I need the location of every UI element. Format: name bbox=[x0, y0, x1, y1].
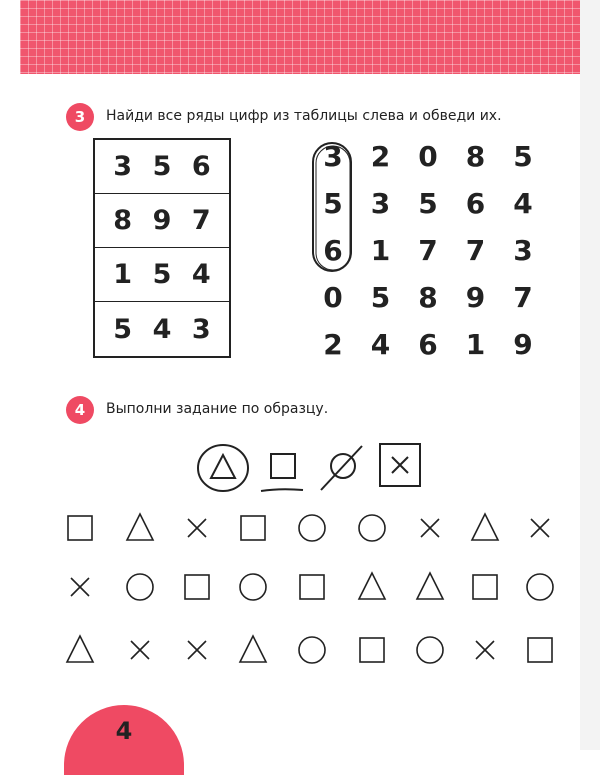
task-3-number: 3 bbox=[74, 108, 86, 126]
table-digit: 5 bbox=[152, 151, 172, 182]
cross-shape bbox=[131, 641, 149, 659]
matrix-digit: 5 bbox=[513, 140, 533, 173]
square-shape bbox=[300, 575, 324, 599]
table-digit: 1 bbox=[113, 259, 133, 290]
task-3-text: Найди все ряды цифр из таблицы слева и обведи их. bbox=[106, 108, 502, 124]
example-triangle-circled bbox=[198, 445, 248, 491]
table-digit: 8 bbox=[113, 205, 133, 236]
matrix-digit: 9 bbox=[513, 328, 533, 361]
cross-shape bbox=[531, 519, 549, 537]
matrix-digit: 6 bbox=[465, 187, 486, 220]
square-shape bbox=[528, 638, 552, 662]
circle-shape bbox=[527, 574, 553, 600]
matrix-digit: 1 bbox=[465, 328, 486, 361]
matrix-digit: 7 bbox=[465, 234, 486, 267]
table-digit: 3 bbox=[113, 151, 133, 182]
left-digit-table bbox=[93, 138, 231, 358]
square-shape bbox=[241, 516, 265, 540]
circle-shape bbox=[240, 574, 266, 600]
square-shape bbox=[473, 575, 497, 599]
matrix-row bbox=[318, 328, 538, 375]
triangle-shape bbox=[359, 573, 385, 599]
circle-shape bbox=[299, 515, 325, 541]
matrix-digit: 8 bbox=[465, 140, 486, 173]
circle-shape bbox=[417, 637, 443, 663]
task-4-text: Выполни задание по образцу. bbox=[106, 401, 329, 417]
matrix-digit: 3 bbox=[513, 234, 533, 267]
matrix-digit: 0 bbox=[323, 281, 343, 314]
task-4-number: 4 bbox=[74, 401, 86, 419]
cross-shape bbox=[71, 578, 89, 596]
matrix-digit: 6 bbox=[323, 234, 343, 267]
square-shape bbox=[360, 638, 384, 662]
table-row bbox=[95, 248, 229, 302]
table-digit: 9 bbox=[152, 205, 172, 236]
cross-shape bbox=[476, 641, 494, 659]
triangle-shape bbox=[67, 636, 93, 662]
matrix-digit: 9 bbox=[465, 281, 486, 314]
matrix-digit: 5 bbox=[418, 187, 438, 220]
triangle-shape bbox=[127, 514, 153, 540]
square-shape bbox=[185, 575, 209, 599]
matrix-digit: 2 bbox=[370, 140, 391, 173]
circle-shape bbox=[299, 637, 325, 663]
matrix-digit: 7 bbox=[513, 281, 533, 314]
matrix-digit: 4 bbox=[370, 328, 391, 361]
table-digit: 6 bbox=[191, 151, 211, 182]
example-square-underlined bbox=[261, 454, 303, 491]
matrix-digit: 6 bbox=[418, 328, 438, 361]
task-4-badge bbox=[66, 396, 94, 424]
square-shape bbox=[68, 516, 92, 540]
matrix-digit: 5 bbox=[323, 187, 343, 220]
table-digit: 5 bbox=[152, 259, 172, 290]
matrix-digit: 1 bbox=[370, 234, 391, 267]
shape-rows bbox=[0, 500, 600, 680]
table-digit: 4 bbox=[191, 259, 211, 290]
circle-shape bbox=[359, 515, 385, 541]
table-digit: 4 bbox=[152, 313, 172, 345]
triangle-shape bbox=[417, 573, 443, 599]
matrix-row bbox=[318, 281, 538, 328]
circle-shape bbox=[127, 574, 153, 600]
header-band bbox=[20, 0, 580, 74]
table-row bbox=[95, 302, 229, 356]
matrix-digit: 5 bbox=[370, 281, 391, 314]
digit-matrix bbox=[318, 140, 538, 375]
matrix-digit: 8 bbox=[418, 281, 438, 314]
matrix-row bbox=[318, 140, 538, 187]
cross-shape bbox=[188, 641, 206, 659]
matrix-row bbox=[318, 234, 538, 281]
matrix-digit: 4 bbox=[513, 187, 533, 220]
triangle-shape bbox=[240, 636, 266, 662]
matrix-digit: 2 bbox=[323, 328, 343, 361]
table-digit: 5 bbox=[113, 313, 133, 345]
example-shapes bbox=[195, 438, 425, 498]
task-3-badge bbox=[66, 103, 94, 131]
table-digit: 3 bbox=[191, 313, 211, 345]
cross-shape bbox=[188, 519, 206, 537]
matrix-digit: 7 bbox=[418, 234, 438, 267]
example-circle-crossed bbox=[321, 446, 362, 490]
table-digit: 7 bbox=[191, 205, 211, 236]
matrix-row bbox=[318, 187, 538, 234]
table-row bbox=[95, 140, 229, 194]
example-cross-boxed bbox=[380, 444, 420, 486]
page-number-tab bbox=[64, 705, 184, 775]
matrix-digit: 3 bbox=[323, 140, 343, 173]
cross-shape bbox=[421, 519, 439, 537]
page-number: 4 bbox=[115, 717, 133, 745]
table-row bbox=[95, 194, 229, 248]
matrix-digit: 0 bbox=[418, 140, 438, 173]
matrix-digit: 3 bbox=[370, 187, 391, 220]
triangle-shape bbox=[472, 514, 498, 540]
